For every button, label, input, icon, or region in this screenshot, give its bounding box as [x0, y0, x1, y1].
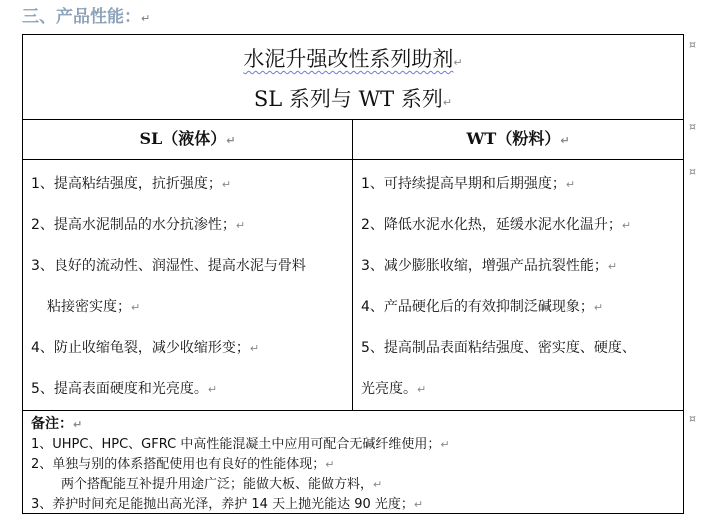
paragraph-mark-icon: ↵: [373, 478, 383, 491]
paragraph-mark-icon: ↵: [417, 383, 427, 396]
paragraph-mark-icon: ↵: [442, 96, 453, 109]
list-item: 5、提高制品表面粘结强度、密实度、硬度、: [361, 340, 636, 356]
paragraph-mark-icon: ↵: [235, 219, 246, 232]
notes-title: 备注：↵: [31, 416, 83, 432]
list-item: 1、可持续提高早期和后期强度；↵: [361, 176, 576, 192]
row-end-mark-icon: ¤: [689, 120, 696, 133]
table-title-text: 水泥升强改性系列助剂: [243, 47, 454, 71]
table-title-line2: [23, 83, 683, 113]
paragraph-mark-icon: ↵: [221, 178, 232, 191]
column-header-wt: [353, 119, 683, 159]
section-heading-text: 三、产品性能：: [22, 7, 141, 27]
wt-features-cell: [353, 159, 683, 410]
list-item: 5、提高表面硬度和光亮度。↵: [31, 381, 218, 397]
note-line: 3、养护时间充足能抛出高光泽，养护 14 天上抛光能达 90 光度；↵: [31, 497, 424, 512]
paragraph-mark-icon: ↵: [413, 498, 424, 511]
features-row: [23, 159, 683, 411]
list-item: 3、良好的流动性、润湿性、提高水泥与骨料: [31, 258, 306, 274]
column-header-sl: [23, 119, 353, 159]
list-item: 3、减少膨胀收缩，增强产品抗裂性能；↵: [361, 258, 618, 274]
table-title-row: [23, 35, 683, 120]
paragraph-mark-icon: ↵: [73, 418, 83, 431]
list-item: 1、提高粘结强度，抗折强度；↵: [31, 176, 232, 192]
list-item-continuation: 光亮度。↵: [361, 381, 427, 397]
row-end-mark-icon: ¤: [689, 412, 696, 425]
notes-cell: [23, 410, 683, 514]
product-performance-table: [22, 34, 684, 514]
paragraph-mark-icon: ↵: [440, 438, 450, 451]
column-header-sl-text: SL（液体）: [139, 129, 227, 148]
row-end-mark-icon: ¤: [689, 165, 696, 178]
sl-features-cell: [23, 159, 353, 410]
paragraph-mark-icon: ↵: [621, 219, 632, 232]
list-item-continuation: 粘接密实度；↵: [47, 299, 141, 315]
row-end-mark-icon: ¤: [689, 38, 696, 51]
note-line-indented: 两个搭配能互补提升用途广泛；能做大板、能做方料，↵: [61, 477, 383, 492]
paragraph-mark-icon: ↵: [249, 342, 260, 355]
paragraph-mark-icon: ↵: [131, 301, 141, 314]
table-subtitle-text: SL 系列与 WT 系列: [253, 87, 443, 111]
list-item: 4、防止收缩龟裂，减少收缩形变；↵: [31, 340, 260, 356]
paragraph-mark-icon: ↵: [207, 383, 218, 396]
paragraph-mark-icon: ↵: [565, 178, 576, 191]
paragraph-mark-icon: ↵: [607, 260, 618, 273]
note-line: 1、UHPC、HPC、GFRC 中高性能混凝土中应用可配合无碱纤维使用；↵: [31, 437, 450, 452]
paragraph-mark-icon: ↵: [560, 134, 570, 147]
note-line: 2、单独与别的体系搭配使用也有良好的性能体现；↵: [31, 457, 335, 472]
column-header-row: [23, 119, 683, 160]
paragraph-mark-icon: ↵: [141, 12, 151, 25]
table-title-line1: [23, 43, 683, 73]
list-item: 4、产品硬化后的有效抑制泛碱现象；↵: [361, 299, 604, 315]
list-item: 2、降低水泥水化热，延缓水泥水化温升；↵: [361, 217, 632, 233]
paragraph-mark-icon: ↵: [325, 458, 335, 471]
paragraph-mark-icon: ↵: [593, 301, 604, 314]
paragraph-mark-icon: ↵: [226, 134, 236, 147]
column-header-wt-text: WT（粉料）: [466, 129, 561, 148]
section-heading: [22, 2, 150, 27]
list-item: 2、提高水泥制品的水分抗渗性；↵: [31, 217, 246, 233]
paragraph-mark-icon: ↵: [453, 56, 463, 69]
